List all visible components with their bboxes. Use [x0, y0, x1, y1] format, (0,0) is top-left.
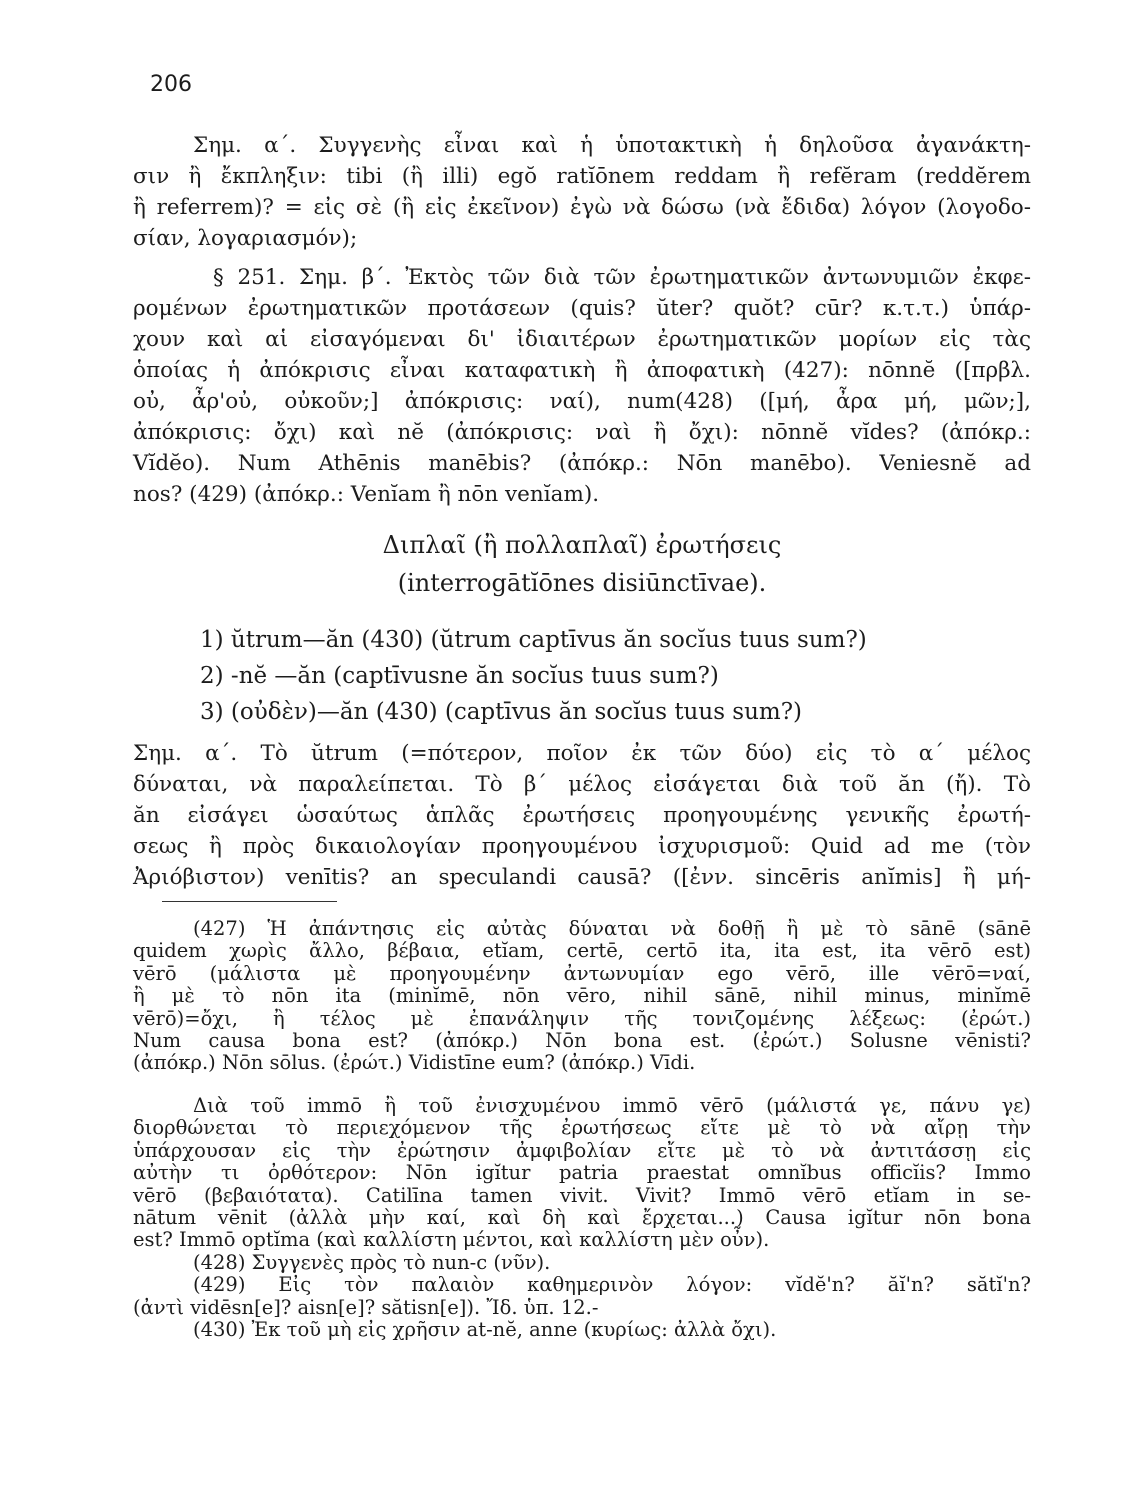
paragraph-note-utrum	[133, 738, 1031, 893]
footnote-line: ἢ μὲ τὸ nōn ita (minĭmē, nōn vēro, nihil sānē, nihil minus, minĭmē	[133, 984, 1031, 1008]
example-item: 1) ŭtrum—ăn (430) (ŭtrum captīvus ăn socĭus tuus sum?)	[200, 627, 867, 653]
example-list	[200, 622, 867, 730]
footnote-line: (ἀντὶ vidēsn[e]? aisn[e]? sătisn[e]). Ἴδ. ὑπ. 12.-	[133, 1295, 599, 1319]
footnote-line: vērō)=ὄχι, ἢ τέλος μὲ ἐπανάληψιν τῆς τονιζομένης λέξεως: (ἐρώτ.)	[133, 1006, 1031, 1030]
paragraph-note-alpha	[133, 130, 1031, 254]
footnote-line: (429) Εἰς τὸν παλαιὸν καθημερινὸν λόγον: vĭdĕ'n? ăĭ'n? sătĭ'n?	[193, 1273, 1031, 1297]
footnote-line: nātum vēnit (ἀλλὰ μὴν καί, καὶ δὴ καὶ ἔρχεται...) Causa igĭtur nōn bona	[133, 1206, 1031, 1230]
text-line: ὁποίας ἡ ἀπόκρισις εἶναι καταφατικὴ ἢ ἀποφατικὴ (427): nōnnĕ ([πρβλ.	[133, 358, 1031, 383]
text-line: ăn εἰσάγει ὡσαύτως ἁπλᾶς ἐρωτήσεις προηγουμένης γενικῆς ἐρωτή-	[133, 803, 1031, 828]
page-number: 206	[150, 72, 192, 97]
text-line: Σημ. α΄. Τὸ ŭtrum (=πότερον, ποῖον ἐκ τῶν δύο) εἰς τὸ α΄ μέλος	[133, 741, 1031, 766]
text-line: οὐ, ἆρ'οὐ, οὐκοῦν;] ἀπόκρισις: ναί), num(428) ([μή, ἆρα μή, μῶν;],	[133, 389, 1031, 414]
footnote-line: Διὰ τοῦ immō ἢ τοῦ ἐνισχυμένου immō vērō (μάλιστά γε, πάνυ γε)	[193, 1094, 1031, 1117]
footnote-immo	[133, 1095, 1031, 1252]
text-line: σίαν, λογαριασμόν);	[133, 226, 358, 251]
text-line: σεως ἢ πρὸς δικαιολογίαν προηγουμένου ἰσχυρισμοῦ: Quid ad me (τὸν	[133, 834, 1031, 859]
section-heading: Διπλαῖ (ἢ πολλαπλαῖ) ἐρωτήσεις	[382, 531, 782, 559]
paragraph-251	[133, 262, 1031, 510]
text-line: Σημ. α΄. Συγγενὴς εἶναι καὶ ἡ ὑποτακτικὴ ἡ δηλοῦσα ἀγανάκτη-	[193, 133, 1031, 158]
section-subheading: (interrogātĭōnes disiūnctīvae).	[397, 569, 767, 597]
text-line: nos? (429) (ἀπόκρ.: Venĭam ἢ nōn venĭam).	[133, 482, 600, 507]
text-line: χουν καὶ αἱ εἰσαγόμεναι δι' ἰδιαιτέρων ἐρωτηματικῶν μορίων εἰς τὰς	[133, 327, 1031, 352]
text-line: δύναται, νὰ παραλείπεται. Τὸ β΄ μέλος εἰσάγεται διὰ τοῦ ăn (ἤ). Τὸ	[133, 772, 1031, 797]
footnote-line: vērō (βεβαιότατα). Catilīna tamen vivit. Vivit? Immō vērō etĭam in se-	[133, 1183, 1031, 1207]
text-line: Vĭdĕo). Num Athēnis manēbis? (ἀπόκρ.: Nōn manēbo). Veniesnĕ ad	[133, 451, 1031, 476]
text-line: ἢ referrem)? = εἰς σὲ (ἢ εἰς ἐκεῖνον) ἐγὼ νὰ δώσω (νὰ ἔδιδα) λόγον (λογοδο-	[133, 195, 1031, 220]
footnote-line: (428) Συγγενὲς πρὸς τὸ nun-c (νῦν).	[193, 1251, 551, 1274]
footnote-line: διορθώνεται τὸ περιεχόμενον τῆς ἐρωτήσεως εἴτε μὲ τὸ νὰ αἴρῃ τὴν	[133, 1116, 1031, 1140]
footnote-line: αὐτὴν τι ὀρθότερον: Nōn igĭtur patria praestat omnĭbus officĭis? Immo	[133, 1161, 1031, 1185]
text-line: Ἀριόβιστον) venītis? an speculandi causā? ([ἐνν. sincēris anĭmis] ἢ μή-	[133, 865, 1031, 890]
footnote-line: (430) Ἐκ τοῦ μὴ εἰς χρῆσιν at-nĕ, anne (κυρίως: ἀλλὰ ὄχι).	[193, 1318, 777, 1342]
footnote-line: vērō (μάλιστα μὲ προηγουμένην ἀντωνυμίαν ego vērō, ille vērō=ναί,	[133, 961, 1031, 985]
text-line: § 251. Σημ. β΄. Ἐκτὸς τῶν διὰ τῶν ἐρωτηματικῶν ἀντωνυμιῶν ἐκφε-	[213, 265, 1031, 290]
footnote-line: (427) Ἡ ἀπάντησις εἰς αὐτὰς δύναται νὰ δοθῇ ἢ μὲ τὸ sānē (sānē	[193, 917, 1031, 940]
footnote-line: ὑπάρχουσαν εἰς τὴν ἐρώτησιν ἀμφιβολίαν εἴτε μὲ τὸ νὰ ἀντιτάσσῃ εἰς	[133, 1138, 1031, 1162]
text-line: ἀπόκρισις: ὄχι) καὶ nĕ (ἀπόκρισις: ναὶ ἢ ὄχι): nōnnĕ vĭdes? (ἀπόκρ.:	[133, 420, 1031, 445]
footnote-line: est? Immō optĭma (καὶ καλλίστη μέντοι, καὶ καλλίστη μὲν οὖν).	[133, 1228, 770, 1252]
text-line: ρομένων ἐρωτηματικῶν προτάσεων (quis? ŭter? quŏt? cūr? κ.τ.τ.) ὑπάρ-	[133, 296, 1031, 321]
example-item: 2) -nĕ —ăn (captīvusne ăn socĭus tuus sum?)	[200, 663, 719, 689]
footnote-427	[133, 918, 1031, 1075]
text-line: σιν ἢ ἔκπληξιν: tibi (ἢ illi) egŏ ratĭōnem reddam ἢ refĕram (reddĕrem	[133, 164, 1031, 189]
footnote-line: (ἀπόκρ.) Nōn sōlus. (ἐρώτ.) Vidistīne eum? (ἀπόκρ.) Vīdi.	[133, 1051, 696, 1075]
example-item: 3) (οὐδὲν)—ăn (430) (captīvus ăn socĭus tuus sum?)	[200, 699, 803, 725]
footnote-line: Num causa bona est? (ἀπόκρ.) Nōn bona est. (ἐρώτ.) Solusne vēnisti?	[133, 1029, 1031, 1053]
footnote-divider	[162, 901, 337, 902]
footnotes-428-430	[133, 1252, 1031, 1342]
footnote-line: quidem χωρὶς ἄλλο, βέβαια, etĭam, certē, certō ita, ita est, ita vērō est)	[133, 939, 1031, 963]
